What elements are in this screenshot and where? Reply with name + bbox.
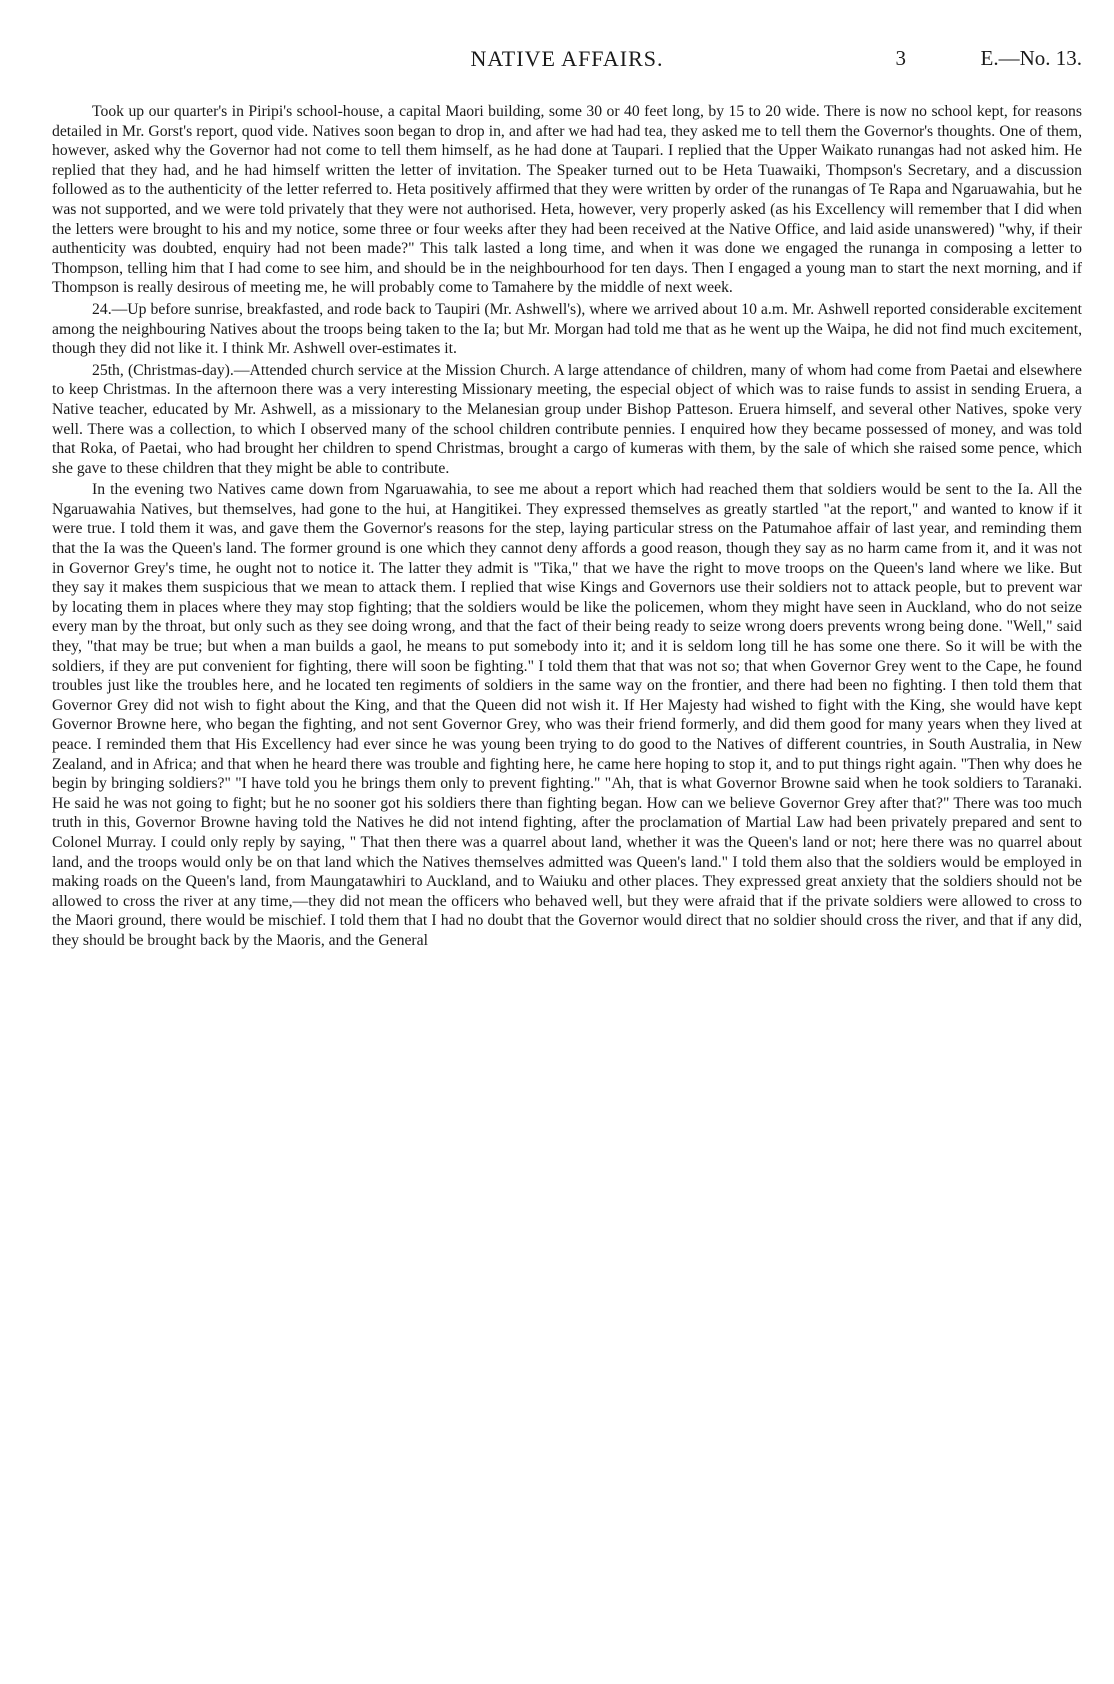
paragraph: Took up our quarter's in Piripi's school-house, a capital Maori building, some 30 or 40 feet long, by 15 to 20 wide. There is now no school kept, for reasons detailed in Mr. Gorst's report, quod vide. Natives soon began to drop in, and after we had had tea, they asked me to tell them the Governor's thoughts. One of them, however, asked why the Governor had not come to tell them himself, as he had done at Taupari. I replied that the Upper Waikato runangas had not asked him. He replied that they had, and he had himself written the letter of invitation. The Speaker turned out to be Heta Tuawaiki, Thompson's Secretary, and a discussion followed as to the authenticity of the letter referred to. Heta positively affirmed that they were written by order of the runangas of Te Rapa and Ngaruawahia, but he was not supported, and we were told privately that they were not authorised. Heta, however, very properly asked (as his Excellency will remember that I did when the letters were brought to his and my notice, some three or four weeks after they had been received at the Native Office, and laid aside unanswered) "why, if their authenticity was doubted, enquiry had not been made?" This talk lasted a long time, and when it was done we engaged the runanga in composing a letter to Thompson, telling him that I had come to see him, and should be in the neighbourhood for ten days. Then I engaged a young man to start the next morning, and if Thompson is really desirous of meeting me, he will probably come to Tamahere by the middle of next week. [52,103,1082,297]
page-number: 3 [895,46,906,70]
paragraph: In the evening two Natives came down from Ngaruawahia, to see me about a report which had reached them that soldiers would be sent to the Ia. All the Ngaruawahia Natives, but themselves, had gone to the hui, at Hangitikei. They expressed themselves as greatly startled "at the report," and wanted to know if it were true. I told them it was, and gave them the Governor's reasons for the step, laying particular stress on the Patumahoe affair of last year, and reminding them that the Ia was the Queen's land. The former ground is one which they cannot deny affords a good reason, though they say as no harm came from it, and it was not in Governor Grey's time, he ought not to notice it. The latter they admit is "Tika," that we have the right to move troops on the Queen's land where we like. But they say it makes them suspicious that we mean to attack them. I replied that wise Kings and Governors use their soldiers not to attack people, but to prevent war by locating them in places where they may stop fighting; that the soldiers would be like the policemen, whom they might have seen in Auckland, who do not seize every man by the throat, but only such as they see doing wrong, and that the fact of their being ready to seize wrong doers prevents wrong being done. "Well," said they, "that may be true; but when a man builds a gaol, he means to put somebody into it; and it is seldom long till he has some one there. So it will be with the soldiers, if they are put convenient for fighting, there will soon be fighting." I told them that that was not so; that when Governor Grey went to the Cape, he found troubles just like the troubles here, and he located ten regiments of soldiers in the same way on the frontier, and there had been no fighting. I then told them that Governor Grey did not wish to fight about the King, and that the Queen did not wish it. If Her Majesty had wished to fight with the King, she would have kept Governor Browne here, who began the fighting, and not sent Governor Grey, who was their friend formerly, and did them good for many years when they lived at peace. I reminded them that His Excellency had ever since he was young been trying to do good to the Natives of different countries, in South Australia, in New Zealand, and in Africa; and that when he heard there was trouble and fighting here, he came here hoping to stop it, and to put things right again. "Then why does he begin by bringing soldiers?" "I have told you he brings them only to prevent fighting." "Ah, that is what Governor Browne said when he took soldiers to Taranaki. He said he was not going to fight; but he no sooner got his soldiers there than fighting began. How can we believe Governor Grey after that?" There was too much truth in this, Governor Browne having told the Natives he did not intend fighting, after the proclamation of Martial Law had been privately prepared and sent to Colonel Murray. I could only reply by saying, " That then there was a quarrel about land, whether it was the Queen's land or not; here there was no quarrel about land, and the troops would only be on that land which the Natives themselves admitted was Queen's land." I told them also that the soldiers would be employed in making roads on the Queen's land, from Maungatawhiri to Auckland, and to Waiuku and other places. They expressed great anxiety that the soldiers should not be allowed to cross the river at any time,—they did not mean the officers who behaved well, but they were afraid that if the private soldiers were allowed to cross to the Maori ground, there would be mischief. I told them that I had no doubt that the Governor would direct that no soldier should cross the river, and that if any did, they should be brought back by the Maoris, and the General [52,481,1082,949]
body-text [52,102,1082,951]
paragraph: 24.—Up before sunrise, breakfasted, and rode back to Taupiri (Mr. Ashwell's), where we arrived about 10 a.m. Mr. Ashwell reported considerable excitement among the neighbouring Natives about the troops being taken to the Ia; but Mr. Morgan had told me that as he went up the Waipa, he did not find much excitement, though they did not like it. I think Mr. Ashwell over-estimates it. [52,300,1082,358]
document-reference: E.—No. 13. [980,46,1082,70]
paragraph: 25th, (Christmas-day).—Attended church service at the Mission Church. A large attendance of children, many of whom had come from Paetai and elsewhere to keep Christmas. In the afternoon there was a very interesting Missionary meeting, the especial object of which was to raise funds to assist in sending Eruera, a Native teacher, educated by Mr. Ashwell, as a missionary to the Melanesian group under Bishop Patteson. Eruera himself, and several other Natives, spoke very well. There was a collection, to which I observed many of the school children contribute pennies. I enquired how they became possessed of money, and was told that Roka, of Paetai, who had brought her children to spend Christmas, brought a cargo of kumeras with them, by the sale of which she raised some pence, which she gave to these children that they might be able to contribute. [52,361,1082,477]
page-title: NATIVE AFFAIRS. [470,46,664,71]
page-header [52,46,1082,80]
